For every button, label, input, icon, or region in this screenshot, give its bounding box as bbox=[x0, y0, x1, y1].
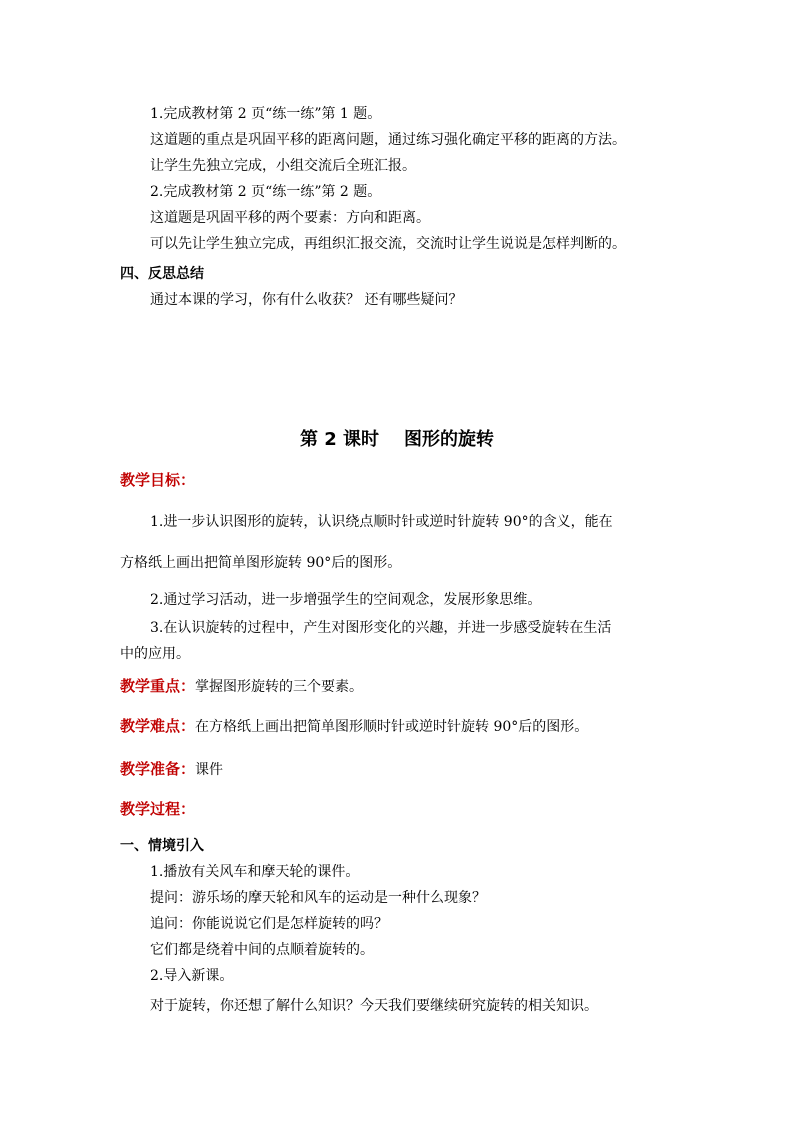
process-label: 教学过程： bbox=[120, 800, 196, 818]
intro-follow-up: 追问：你能说说它们是怎样旋转的吗？ bbox=[150, 916, 388, 932]
difficulty-row bbox=[120, 716, 588, 737]
exercise-2-heading: 2.完成教材第 2 页“练一练”第 2 题。 bbox=[150, 184, 382, 200]
key-point-row bbox=[120, 676, 363, 697]
goals-label: 教学目标： bbox=[120, 471, 196, 489]
reflection-question: 通过本课的学习，你有什么收获？ 还有哪些疑问？ bbox=[150, 292, 463, 308]
goal-3-line-2: 中的应用。 bbox=[120, 646, 190, 662]
exercise-1-method: 让学生先独立完成，小组交流后全班汇报。 bbox=[150, 158, 416, 174]
key-point-label: 教学重点： bbox=[120, 677, 196, 695]
intro-question: 提问：游乐场的摩天轮和风车的运动是一种什么现象？ bbox=[150, 890, 486, 906]
goal-2: 2.通过学习活动，进一步增强学生的空间观念，发展形象思维。 bbox=[150, 592, 542, 608]
difficulty-label: 教学难点： bbox=[120, 717, 196, 735]
difficulty-text: 在方格纸上画出把简单图形顺时针或逆时针旋转 90°后的图形。 bbox=[195, 719, 589, 735]
intro-step-1: 1.播放有关风车和摩天轮的课件。 bbox=[150, 864, 360, 880]
goal-3-line-1: 3.在认识旋转的过程中，产生对图形变化的兴趣，并进一步感受旋转在生活 bbox=[150, 620, 612, 636]
intro-answer: 它们都是绕着中间的点顺着旋转的。 bbox=[150, 942, 374, 958]
exercise-2-note: 这道题是巩固平移的两个要素：方向和距离。 bbox=[150, 210, 430, 226]
exercise-2-method: 可以先让学生独立完成，再组织汇报交流，交流时让学生说说是怎样判断的。 bbox=[150, 236, 626, 252]
section-1-heading: 一、情境引入 bbox=[120, 838, 204, 854]
exercise-1-note: 这道题的重点是巩固平移的距离问题，通过练习强化确定平移的距离的方法。 bbox=[150, 132, 626, 148]
lesson-title: 第 2 课时 图形的旋转 bbox=[299, 429, 495, 450]
section-4-heading: 四、反思总结 bbox=[120, 266, 204, 282]
key-point-text: 掌握图形旋转的三个要素。 bbox=[195, 679, 364, 695]
goal-1-line-2: 方格纸上画出把简单图形旋转 90°后的图形。 bbox=[120, 555, 402, 571]
preparation-label: 教学准备： bbox=[120, 760, 196, 778]
intro-step-2: 2.导入新课。 bbox=[150, 968, 234, 984]
exercise-1-heading: 1.完成教材第 2 页“练一练”第 1 题。 bbox=[150, 106, 382, 122]
preparation-text: 课件 bbox=[195, 762, 224, 778]
goal-1-line-1: 1.进一步认识图形的旋转，认识绕点顺时针或逆时针旋转 90°的含义，能在 bbox=[150, 514, 613, 530]
preparation-row bbox=[120, 759, 223, 780]
intro-lead-in: 对于旋转，你还想了解什么知识？今天我们要继续研究旋转的相关知识。 bbox=[150, 998, 598, 1014]
